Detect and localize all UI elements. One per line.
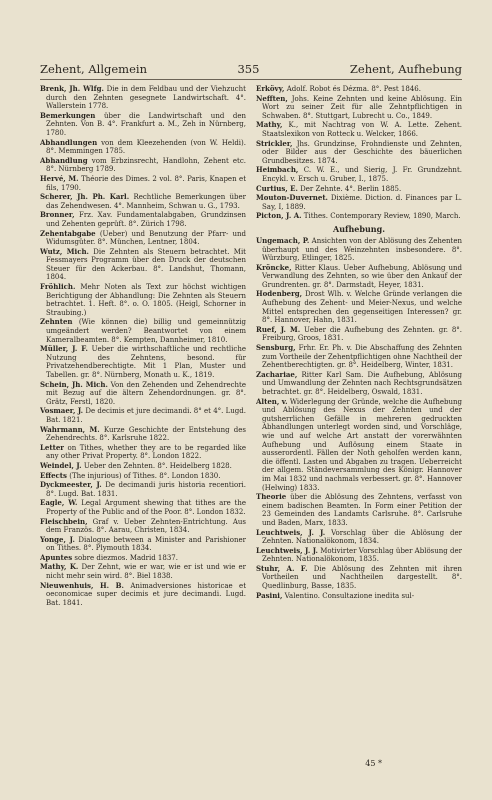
entry-text: (Ueber) und Benutzung der Pfarr- und Widumsgüter. 8°. München, Lentner, 1804. [46,229,246,247]
bibliography-entry [256,166,462,183]
header-right-title: Zehent, Aufhebung [349,62,462,76]
bibliography-entry [256,121,462,138]
entry-text: Drost Wlh. v. Welche Gründe verlangen die Aufhebung des Zehent- und Meier-Nexus, und welche Mittel entsprechen den gegenseitigen Interessen? gr. 8°. Hannover, Hahn, 1831. [262,290,462,325]
bibliography-entry [40,283,246,317]
entry-text: Die Ablösung des Zehnten mit ihren Vortheilen und Nachtheilen dargestellt. 8°. Quedlinburg, Basse, 1835. [262,564,462,591]
bibliography-entry [40,554,246,563]
section-heading: Aufhebung. [333,223,385,234]
entry-text: Frz. Xav. Fundamentalabgaben, Grundzinsen und Zehenten geprüft. 8°. Zürich 1798. [46,211,246,228]
bibliography-entry [40,211,246,228]
bibliography-entry [40,85,246,111]
entry-author: Effects [40,470,67,480]
entry-author: Weindel, J. [40,460,82,470]
entry-author: Picton, J. A. [256,211,302,221]
entry-text: Dialogue between a Minister and Parishioner on Tithes. 8°. Plymouth 1834. [46,535,246,553]
bibliography-entry [40,563,246,580]
entry-text: (The injurious) of Tithes. 8°. London 1830. [69,471,221,480]
bibliography-entry [256,344,462,370]
bibliography-entry [256,326,462,343]
entry-text: sobre diezmos. Madrid 1837. [74,553,178,562]
bibliography-entry [40,248,246,282]
entry-author: Vosmaer, J. [40,406,84,416]
right-column-top-entries [256,85,462,221]
entry-author: Stuhr, A. F. [256,563,308,573]
entry-author: Heimbach, [256,165,299,175]
entry-author: Brenk, Jh. Wlfg. [40,85,104,93]
entry-text: Frhr. Er. Ph. v. Die Abschaffung des Zehnten zum Vortheile der Zehentpflichtigen ohne Nachtheil der Zehentberechtigten. gr. 8°. Heidelberg, Winter, 1831. [262,344,462,370]
entry-text: Ueber die Aufhebung des Zehnten. gr. 8°. Freiburg, Groos, 1831. [262,325,462,343]
bibliography-entry [40,444,246,461]
entry-author: Letter [40,442,64,452]
entry-text: C. W. E., und Sierig, J. Fr. Grundzehnt. Encykl. v. Ersch u. Gruber, I., 1875. [262,166,462,183]
entry-author: Curtius, E. [256,183,298,193]
entry-text: Ansichten von der Ablösung des Zehenten überhaupt und des Weinzehnten insbesondere. 8°. Würzburg, Etlinger, 1825. [262,236,462,263]
right-column [256,85,462,775]
bibliography-entry [256,398,462,493]
entry-author: Zehnten [40,317,73,327]
entry-author: Wahrmann, M. [40,424,100,434]
entry-author: Dyckmeester, J. [40,480,102,490]
entry-text: Von den Zehenden und Zehendrechte mit Bezug auf die ältern Zehendordnungen. gr. 8°. Grätz, Ferstl, 1820. [46,380,246,406]
entry-author: Schein, Jh. Mich. [40,379,108,389]
entry-author: Fleischbein, [40,516,88,526]
bibliography-entry [40,582,246,608]
entry-text: Adolf. Robot és Dézma. 8°. Pest 1846. [286,85,421,93]
bibliography-entry [40,499,246,516]
entry-text: vom Erbzinsrecht, Handlohn, Zehent etc. 8°. Nürnberg 1789. [46,156,246,174]
entry-author: Mouton-Duvernet. [256,193,328,203]
entry-author: Eagle, W. [40,498,78,508]
bibliography-entry [256,290,462,324]
entry-author: Ungemach, P. [256,235,310,245]
entry-author: Leuchtweis, J. J. [256,527,326,537]
bibliography-entry [256,185,462,194]
entry-text: Widerlegung der Gründe, welche die Aufhebung und Ablösung des Nexus der Zehnten und der gutsherrlichen Gefälle in mehreren gedruckten Abhandlungen unterlegt worden sind, und Vorschläge, wie und auf welche Art anstatt der vorerwähnten Aufhebung und Auflösung einem Staate in ausserordentl. Fällen der Noth geholfen werden kann, die öffentl. Lasten und Abgaben zu tragen. Ueberreicht der allgem. Ständeversammlung des Königr. Hannover im Mai 1832 und nachmals verbessert. gr. 8°. Hannover (Helwing) 1833. [262,397,462,492]
bibliography-entry [256,194,462,211]
entry-author: Müller, J. F. [40,344,88,354]
bibliography-entry [256,140,462,166]
entry-text: Ueber den Zehnten. 8°. Heidelberg 1828. [83,461,232,470]
bibliography-entry [40,230,246,247]
bibliography-entry [40,318,246,344]
entry-text: Motivirter Vorschlag über Ablösung der Zehnten. Nationalökonom, 1835. [262,546,462,564]
bibliography-entry [256,371,462,397]
entry-author: Zachariae, [256,369,298,379]
bibliography-entry [256,85,462,94]
entry-text: Graf v. Ueber Zehnten-Entrichtung. Aus dem Französ. 8°. Aarau, Christen, 1834. [46,517,246,535]
bibliography-entry [256,212,462,221]
entry-author: Abhandlung [40,155,88,165]
entry-text: Der Zehnt, wie er war, wie er ist und wie er nicht mehr sein wird. 8°. Biel 1838. [46,563,246,581]
entry-author: Fröhlich. [40,282,76,292]
bibliography-entry [40,462,246,471]
entry-text: über die Landwirtschaft und den Zehnten. Von B. 4°. Frankfurt a. M., Zeh in Nürnberg, 1780. [46,111,246,137]
entry-text: Mehr Noten als Text zur höchst wichtigen Berichtigung der Abhandlung: Die Zehnten als Steuern betrachtet. 1. Heft. 8°. o. O. 1805. (Heigl, Schorner in Straubing.) [46,283,246,317]
running-header [40,62,462,80]
bibliography-entry [256,493,462,527]
entry-author: Yonge, J. [40,534,75,544]
bibliography-entry [40,407,246,424]
header-left-title: Zehent, Allgemein [40,62,147,76]
entry-author: Nefften, [256,93,288,103]
entry-author: Ërkövy, [256,85,285,93]
page-number: 355 [237,62,260,76]
bibliography-entry [256,565,462,591]
bibliography-entry [40,175,246,192]
entry-text: Animadversiones historicae et oeconomicae super decimis et jure decimandi. Lugd. Bat. 1841. [46,581,246,607]
bibliography-entry [40,481,246,498]
entry-author: Apuntes [40,552,73,562]
entry-author: Ruef, J. M. [256,324,301,334]
entry-text: Ritter Klaus. Ueber Aufhebung, Ablösung und Verwandlung des Zehnten, so wie über den Ankauf der Grundrenten. gr. 8°. Darmstadt, Heyer, 1831. [262,263,462,289]
bibliography-entry [256,547,462,564]
entry-text: Rechtliche Bemerkungen über das Zehendwesen. 4°. Mannheim, Schwan u. G., 1793. [46,193,246,210]
entry-text: (Wie können die) billig und gemeinnützig umgeändert werden? Beantwortet von einem Kameralbeamten. 8°. Kempten, Dannheimer, 1810. [46,318,246,344]
entry-text: K., mit Nachtrag von W. A. Lette. Zehent. Staatslexikon von Rotteck u. Welcker, 1866. [262,121,462,138]
entry-author: Strickler, [256,138,293,148]
entry-author: Wutz, Mich. [40,246,89,256]
entry-author: Leuchtweis, J. J. [256,545,318,555]
entry-text: Legal Argument shewing that tithes are the Property of the Public and of the Poor. 8°. London 1832. [46,499,246,516]
left-column [40,85,246,775]
entry-text: Ueber die wirthschaftliche und rechtliche Nutzung des Zehntens, besond. für Privatzehendberechtigte. Mit 1 Plan, Muster und Tabellen. gr. 8°. Nürnberg, Monath u. K., 1819. [46,345,246,379]
bibliography-entry [40,157,246,174]
entry-text: Die Zehnten als Steuern betrachtet. Mit Fessmayers Programm über den Druck der deutschen Steuer für den Ackerbau. 8°. Landshut, Thomann, 1804. [46,247,246,282]
entry-author: Kröncke, [256,262,292,272]
entry-text: Valentino. Consultazione inedita sul- [284,591,415,600]
bibliography-entry [40,345,246,379]
signature-mark: 45 * [365,759,382,768]
entry-author: Nieuwenhuis, H. B. [40,580,124,590]
bibliography-entry [40,381,246,407]
entry-author: Bemerkungen [40,110,96,120]
bibliography-entry [256,95,462,121]
entry-author: Mathy, [256,120,283,130]
bibliography-entry [40,518,246,535]
entry-author: Theorie [256,492,287,502]
entry-author: Abhandlungen [40,137,98,147]
entry-author: Scherer, Jh. Ph. Karl. [40,192,130,202]
bibliography-entry [256,237,462,263]
entry-text: Die in dem Feldbau und der Viehzucht durch den Zehnten gesegnete Landwirtschaft. 4°. Wallerstein 1778. [46,85,246,111]
entry-text: über die Ablösung des Zehntens, verfasst von einem badischen Beamten. In Form einer Petition der 23 Gemeinden des Landamts Carlsruhe. 8°. Carlsruhe und Baden, Marx, 1833. [262,493,462,527]
bibliography-entry [256,264,462,290]
entry-text: Théorie des Dimes. 2 vol. 8°. Paris, Knapen et fils, 1790. [46,174,246,192]
entry-text: De decimis et jure decimandi. 8° et 4°. Lugd. Bat. 1821. [46,407,246,424]
entry-author: Mathy, K. [40,562,79,572]
entry-text: Tithes. Contemporary Review, 1890, March. [303,212,461,221]
entry-text: De decimandi juris historia recentiori. 8°. Lugd. Bat. 1831. [46,481,246,498]
entry-text: Jhs. Grundzinse, Frohndienste und Zehnten, oder Bilder aus der Geschichte des bäuerlichen Grundbesitzes. 1874. [262,139,462,165]
entry-text: Vorschlag über die Ablösung der Zehnten. Nationalökonom, 1834. [262,528,462,546]
entry-author: Hervé, M. [40,173,79,183]
entry-author: Hodenberg, [256,289,303,299]
bibliography-entry [40,139,246,156]
bibliography-entry [40,536,246,553]
text-columns [40,85,462,775]
entry-author: Sensburg, [256,343,296,353]
bibliography-entry [256,529,462,546]
bibliography-entry [40,472,246,481]
entry-author: Pasini, [256,590,283,600]
entry-text: Ritter Karl Sam. Die Aufhebung, Ablösung und Umwandlung der Zehnten nach Rechtsgrundsätzen betrachtet. gr. 8°. Heidelberg, Oswald, 1831. [262,370,462,396]
bibliography-entry [40,193,246,210]
entry-text: Kurze Geschichte der Entstehung des Zehendrechts. 8°. Karlsruhe 1822. [46,425,246,443]
entry-text: on Tithes, whether they are to be regarded like any other Privat Property. 8°. London 1822. [46,443,246,461]
entry-author: Zehentabgabe [40,228,96,238]
entry-text: Dixième. Diction. d. Finances par L. Say, I, 1889. [262,194,462,211]
entry-text: Der Zehnte. 4°. Berlin 1885. [300,184,402,193]
entry-author: Bronner, [40,210,75,220]
entry-author: Alten, v. [256,396,288,406]
bibliography-entry [40,112,246,138]
entry-text: Johs. Keine Zehnten und keine Ablösung. Ein Wort zu seiner Zeit für alle Zehntpflichtigen in Schwaben. 8°. Stuttgart, Lubrecht u. Co., 1849. [262,94,462,120]
bibliography-entry [256,592,462,601]
right-column-bottom-entries [256,237,462,600]
bibliography-entry [40,426,246,443]
entry-text: von dem Kleezehenden (von W. Heldi). 8°. Memmingen 1785. [46,138,246,156]
